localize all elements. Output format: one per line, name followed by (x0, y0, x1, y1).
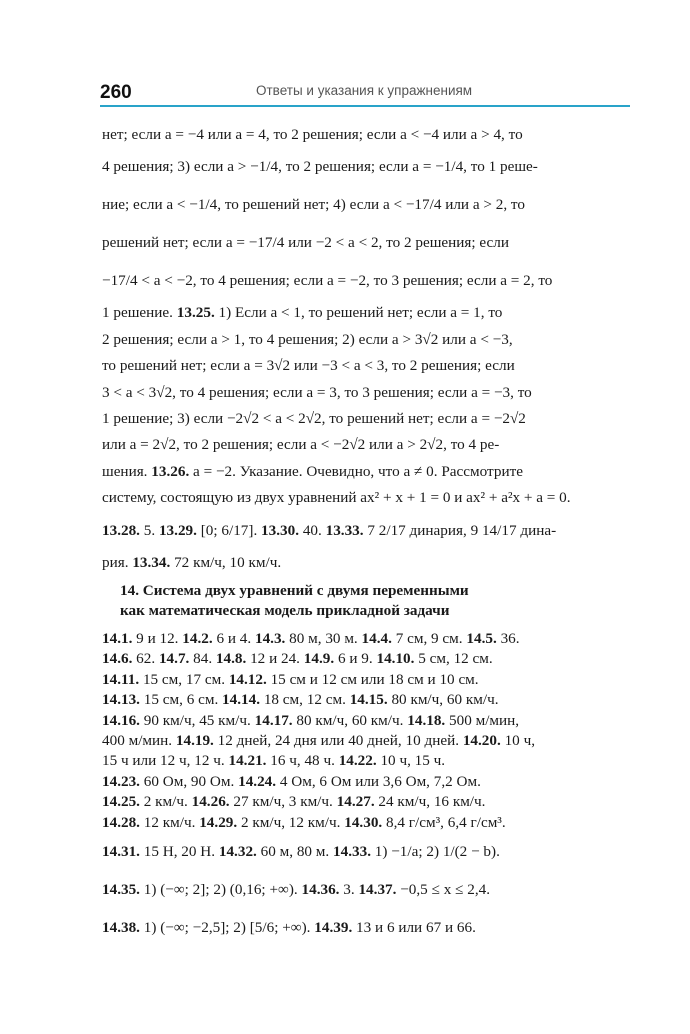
answer-line: 14.13. 15 см, 6 см. 14.14. 18 см, 12 см. 14.15. 80 км/ч, 60 км/ч. (102, 691, 499, 709)
answer-line: 14.38. 1) (−∞; −2,5]; 2) [5/6; +∞). 14.39. 13 и 6 или 67 и 66. (102, 918, 476, 936)
answer-line: 14.11. 15 см, 17 см. 14.12. 15 см и 12 см или 18 см и 10 см. (102, 670, 479, 688)
answer-line: 15 ч или 12 ч, 12 ч. 14.21. 16 ч, 48 ч. 14.22. 10 ч, 15 ч. (102, 752, 446, 770)
answers-14-paragraph (102, 629, 630, 947)
page-number: 260 (100, 82, 132, 103)
running-header: Ответы и указания к упражнениям (256, 83, 473, 98)
header-rule (100, 105, 630, 107)
answer-line: 14.35. 1) (−∞; 2]; 2) (0,16; +∞). 14.36. 3. 14.37. −0,5 ≤ x ≤ 2,4. (102, 880, 491, 898)
answer-line: решений нет; если a = −17/4 или −2 < a < 2, то 2 решения; если (102, 234, 509, 252)
answer-line: систему, состоящую из двух уравнений ax² + x + 1 = 0 и ax² + a²x + a = 0. (102, 489, 571, 507)
answer-line: 14.25. 2 км/ч. 14.26. 27 км/ч, 3 км/ч. 14.27. 24 км/ч, 16 км/ч. (102, 793, 486, 811)
section-heading (102, 581, 648, 621)
answer-line: то решений нет; если a = 3√2 или −3 < a < 3, то 2 решения; если (102, 357, 515, 375)
answer-line: 14.6. 62. 14.7. 84. 14.8. 12 и 24. 14.9. 6 и 9. 14.10. 5 см, 12 см. (102, 650, 493, 668)
answer-line: рия. 13.34. 72 км/ч, 10 км/ч. (102, 553, 282, 571)
section-title-line: как математическая модель прикладной задачи (120, 602, 450, 619)
answer-line: 1 решение; 3) если −2√2 < a < 2√2, то решений нет; если a = −2√2 (102, 409, 526, 427)
answer-line: 14.31. 15 Н, 20 Н. 14.32. 60 м, 80 м. 14.33. 1) −1/a; 2) 1/(2 − b). (102, 842, 500, 860)
section-title-line: 14. Система двух уравнений с двумя переменными (120, 582, 469, 599)
answer-line: −17/4 < a < −2, то 4 решения; если a = −2, то 3 решения; если a = 2, то (102, 272, 553, 290)
answers-13-paragraph (102, 122, 630, 576)
answer-line: шения. 13.26. a = −2. Указание. Очевидно, что a ≠ 0. Рассмотрите (102, 462, 523, 480)
answer-line: 14.23. 60 Ом, 90 Ом. 14.24. 4 Ом, 6 Ом или 3,6 Ом, 7,2 Ом. (102, 772, 481, 790)
answer-line: 13.28. 5. 13.29. [0; 6/17]. 13.30. 40. 13.33. 7 2/17 динария, 9 14/17 дина- (102, 521, 557, 539)
answer-line: 400 м/мин. 14.19. 12 дней, 24 дня или 40 дней, 10 дней. 14.20. 10 ч, (102, 731, 535, 749)
answer-line: нет; если a = −4 или a = 4, то 2 решения; если a < −4 или a > 4, то (102, 126, 523, 143)
answer-line: 2 решения; если a > 1, то 4 решения; 2) если a > 3√2 или a < −3, (102, 330, 513, 348)
answer-line: 14.1. 9 и 12. 14.2. 6 и 4. 14.3. 80 м, 30 м. 14.4. 7 см, 9 см. 14.5. 36. (102, 630, 520, 647)
answer-line: 14.28. 12 км/ч. 14.29. 2 км/ч, 12 км/ч. 14.30. 8,4 г/см³, 6,4 г/см³. (102, 813, 506, 831)
answer-line: 4 решения; 3) если a > −1/4, то 2 решения; если a = −1/4, то 1 реше- (102, 158, 538, 176)
answer-line: или a = 2√2, то 2 решения; если a < −2√2 или a > 2√2, то 4 ре- (102, 436, 500, 454)
answer-line: 3 < a < 3√2, то 4 решения; если a = 3, то 3 решения; если a = −3, то (102, 383, 532, 401)
answer-line: ние; если a < −1/4, то решений нет; 4) если a < −17/4 или a > 2, то (102, 196, 525, 214)
answer-line: 1 решение. 13.25. 1) Если a < 1, то решений нет; если a = 1, то (102, 304, 503, 322)
answer-line: 14.16. 90 км/ч, 45 км/ч. 14.17. 80 км/ч, 60 км/ч. 14.18. 500 м/мин, (102, 711, 520, 729)
